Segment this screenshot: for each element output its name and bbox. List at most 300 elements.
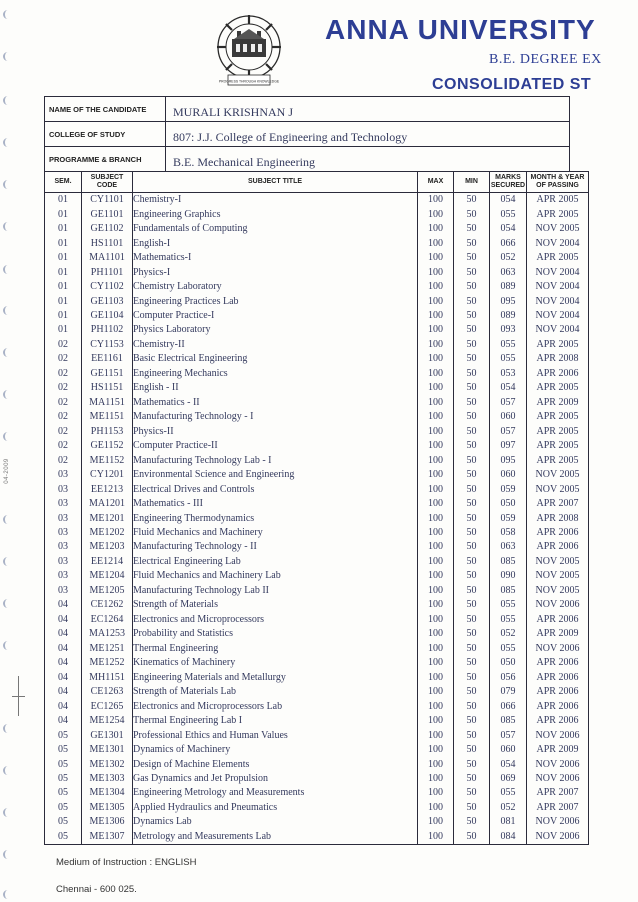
cell-marks-secured: 054 xyxy=(490,222,527,236)
cell-subject-code: MA1101 xyxy=(82,251,133,265)
cell-subject-code: PH1101 xyxy=(82,265,133,279)
cell-min: 50 xyxy=(454,815,490,829)
cell-subject-code: GE1152 xyxy=(82,439,133,453)
cell-month-year: APR 2005 xyxy=(527,338,589,352)
cell-max: 100 xyxy=(418,222,454,236)
cell-subject-code: EC1265 xyxy=(82,699,133,713)
cell-subject-title: Computer Practice-I xyxy=(133,309,418,323)
cell-subject-title: Electrical Drives and Controls xyxy=(133,482,418,496)
cell-min: 50 xyxy=(454,743,490,757)
table-row xyxy=(45,309,589,323)
cell-min: 50 xyxy=(454,656,490,670)
cell-min: 50 xyxy=(454,642,490,656)
cell-subject-title: Gas Dynamics and Jet Propulsion xyxy=(133,772,418,786)
cell-max: 100 xyxy=(418,815,454,829)
cell-sem: 01 xyxy=(45,265,82,279)
table-row xyxy=(45,367,589,381)
cell-max: 100 xyxy=(418,670,454,684)
cell-min: 50 xyxy=(454,410,490,424)
cell-sem: 04 xyxy=(45,699,82,713)
name-label: NAME OF THE CANDIDATE xyxy=(45,97,166,121)
cell-min: 50 xyxy=(454,207,490,221)
college-label: COLLEGE OF STUDY xyxy=(45,122,166,146)
cell-month-year: APR 2005 xyxy=(527,453,589,467)
cell-subject-code: HS1151 xyxy=(82,381,133,395)
cell-subject-title: Chemistry Laboratory xyxy=(133,280,418,294)
cell-subject-title: Dynamics Lab xyxy=(133,815,418,829)
cell-max: 100 xyxy=(418,280,454,294)
cell-sem: 01 xyxy=(45,222,82,236)
punch-mark xyxy=(3,850,12,859)
programme-name: B.E. Mechanical Engineering xyxy=(173,155,315,169)
cell-sem: 04 xyxy=(45,685,82,699)
cell-min: 50 xyxy=(454,699,490,713)
cell-sem: 01 xyxy=(45,323,82,337)
cell-subject-title: Physics-I xyxy=(133,265,418,279)
cell-marks-secured: 050 xyxy=(490,497,527,511)
cell-sem: 02 xyxy=(45,439,82,453)
cell-max: 100 xyxy=(418,482,454,496)
cell-marks-secured: 085 xyxy=(490,714,527,728)
table-row xyxy=(45,699,589,713)
cell-subject-code: CE1263 xyxy=(82,685,133,699)
cell-marks-secured: 054 xyxy=(490,757,527,771)
cell-subject-title: Design of Machine Elements xyxy=(133,757,418,771)
cell-min: 50 xyxy=(454,757,490,771)
cell-subject-code: ME1151 xyxy=(82,410,133,424)
cell-max: 100 xyxy=(418,772,454,786)
cell-min: 50 xyxy=(454,482,490,496)
cell-min: 50 xyxy=(454,497,490,511)
cell-month-year: APR 2009 xyxy=(527,396,589,410)
cell-subject-title: Manufacturing Technology - I xyxy=(133,410,418,424)
punch-mark xyxy=(3,180,12,189)
table-row xyxy=(45,743,589,757)
cell-month-year: NOV 2006 xyxy=(527,728,589,742)
table-row xyxy=(45,830,589,845)
cell-month-year: APR 2006 xyxy=(527,685,589,699)
cell-max: 100 xyxy=(418,381,454,395)
cell-subject-title: Electrical Engineering Lab xyxy=(133,555,418,569)
table-row xyxy=(45,482,589,496)
table-row xyxy=(45,598,589,612)
cell-month-year: NOV 2004 xyxy=(527,309,589,323)
cell-month-year: NOV 2006 xyxy=(527,598,589,612)
cell-max: 100 xyxy=(418,439,454,453)
cell-month-year: APR 2005 xyxy=(527,425,589,439)
punch-mark xyxy=(3,306,12,315)
cell-month-year: APR 2006 xyxy=(527,540,589,554)
cell-subject-title: Thermal Engineering xyxy=(133,642,418,656)
table-row xyxy=(45,468,589,482)
punch-mark xyxy=(3,10,12,19)
cell-marks-secured: 060 xyxy=(490,468,527,482)
cell-month-year: NOV 2006 xyxy=(527,757,589,771)
cell-subject-code: GE1151 xyxy=(82,367,133,381)
cell-sem: 02 xyxy=(45,453,82,467)
table-row xyxy=(45,410,589,424)
cell-min: 50 xyxy=(454,526,490,540)
table-row xyxy=(45,236,589,250)
cell-month-year: NOV 2004 xyxy=(527,280,589,294)
cell-month-year: NOV 2004 xyxy=(527,265,589,279)
cell-marks-secured: 052 xyxy=(490,251,527,265)
table-row xyxy=(45,801,589,815)
cell-month-year: APR 2005 xyxy=(527,439,589,453)
cell-subject-code: ME1307 xyxy=(82,830,133,845)
cell-month-year: APR 2009 xyxy=(527,627,589,641)
table-row xyxy=(45,540,589,554)
cell-sem: 04 xyxy=(45,642,82,656)
cell-marks-secured: 059 xyxy=(490,511,527,525)
cell-month-year: APR 2006 xyxy=(527,526,589,540)
cell-subject-code: CY1101 xyxy=(82,193,133,208)
cell-sem: 03 xyxy=(45,569,82,583)
punch-mark xyxy=(3,348,12,357)
table-row xyxy=(45,786,589,800)
table-row xyxy=(45,453,589,467)
cell-subject-title: Chemistry-II xyxy=(133,338,418,352)
cell-marks-secured: 053 xyxy=(490,367,527,381)
cell-subject-title: Dynamics of Machinery xyxy=(133,743,418,757)
cell-max: 100 xyxy=(418,309,454,323)
cell-month-year: NOV 2006 xyxy=(527,815,589,829)
cell-subject-title: English-I xyxy=(133,236,418,250)
table-row xyxy=(45,555,589,569)
cell-max: 100 xyxy=(418,642,454,656)
cell-month-year: APR 2009 xyxy=(527,743,589,757)
cell-subject-code: EE1214 xyxy=(82,555,133,569)
candidate-name: MURALI KRISHNAN J xyxy=(173,105,294,119)
name-row xyxy=(45,97,569,122)
cell-sem: 04 xyxy=(45,598,82,612)
cell-marks-secured: 054 xyxy=(490,193,527,208)
table-row xyxy=(45,613,589,627)
cell-month-year: NOV 2005 xyxy=(527,482,589,496)
cell-month-year: NOV 2005 xyxy=(527,584,589,598)
header-max: MAX xyxy=(418,172,454,193)
cell-month-year: APR 2005 xyxy=(527,207,589,221)
cell-marks-secured: 057 xyxy=(490,728,527,742)
cell-subject-code: PH1153 xyxy=(82,425,133,439)
cell-sem: 03 xyxy=(45,540,82,554)
table-row xyxy=(45,338,589,352)
cell-min: 50 xyxy=(454,193,490,208)
cell-subject-code: ME1203 xyxy=(82,540,133,554)
cell-marks-secured: 089 xyxy=(490,280,527,294)
cell-min: 50 xyxy=(454,714,490,728)
cell-subject-code: ME1202 xyxy=(82,526,133,540)
cell-max: 100 xyxy=(418,699,454,713)
cell-month-year: APR 2007 xyxy=(527,786,589,800)
header-sem: SEM. xyxy=(45,172,82,193)
cell-min: 50 xyxy=(454,352,490,366)
table-row xyxy=(45,670,589,684)
table-row xyxy=(45,497,589,511)
table-header-row xyxy=(45,172,589,193)
cell-sem: 03 xyxy=(45,526,82,540)
cell-sem: 02 xyxy=(45,396,82,410)
cell-max: 100 xyxy=(418,540,454,554)
cell-subject-code: ME1302 xyxy=(82,757,133,771)
punch-mark xyxy=(3,432,12,441)
cell-month-year: APR 2005 xyxy=(527,251,589,265)
cell-subject-code: ME1205 xyxy=(82,584,133,598)
cell-marks-secured: 058 xyxy=(490,526,527,540)
cell-sem: 02 xyxy=(45,381,82,395)
college-row xyxy=(45,122,569,147)
cell-subject-code: ME1305 xyxy=(82,801,133,815)
cell-min: 50 xyxy=(454,555,490,569)
cell-subject-title: Engineering Materials and Metallurgy xyxy=(133,670,418,684)
cell-subject-code: CY1153 xyxy=(82,338,133,352)
table-row xyxy=(45,381,589,395)
cell-subject-title: Engineering Metrology and Measurements xyxy=(133,786,418,800)
table-row xyxy=(45,439,589,453)
cell-min: 50 xyxy=(454,323,490,337)
cell-subject-code: EE1213 xyxy=(82,482,133,496)
cell-min: 50 xyxy=(454,728,490,742)
punch-mark xyxy=(3,222,12,231)
cell-marks-secured: 054 xyxy=(490,381,527,395)
cell-marks-secured: 055 xyxy=(490,786,527,800)
cell-min: 50 xyxy=(454,786,490,800)
cell-max: 100 xyxy=(418,584,454,598)
cell-sem: 01 xyxy=(45,193,82,208)
cell-min: 50 xyxy=(454,439,490,453)
cell-min: 50 xyxy=(454,468,490,482)
cell-sem: 03 xyxy=(45,511,82,525)
cell-min: 50 xyxy=(454,265,490,279)
logo-motto-text: PROGRESS THROUGH KNOWLEDGE xyxy=(218,79,280,84)
cell-subject-title: Basic Electrical Engineering xyxy=(133,352,418,366)
cell-sem: 02 xyxy=(45,410,82,424)
cell-subject-code: MA1151 xyxy=(82,396,133,410)
cell-max: 100 xyxy=(418,251,454,265)
cell-max: 100 xyxy=(418,757,454,771)
cell-max: 100 xyxy=(418,627,454,641)
cell-subject-title: Kinematics of Machinery xyxy=(133,656,418,670)
cell-subject-title: Metrology and Measurements Lab xyxy=(133,830,418,845)
cell-marks-secured: 060 xyxy=(490,410,527,424)
cell-subject-title: Computer Practice-II xyxy=(133,439,418,453)
cell-sem: 01 xyxy=(45,309,82,323)
cell-min: 50 xyxy=(454,584,490,598)
cell-sem: 05 xyxy=(45,757,82,771)
cell-sem: 01 xyxy=(45,251,82,265)
cell-marks-secured: 089 xyxy=(490,309,527,323)
cell-max: 100 xyxy=(418,685,454,699)
table-row xyxy=(45,207,589,221)
cell-sem: 01 xyxy=(45,280,82,294)
cell-subject-title: Mathematics-I xyxy=(133,251,418,265)
cell-marks-secured: 095 xyxy=(490,294,527,308)
punch-mark xyxy=(3,390,12,399)
cell-subject-title: English - II xyxy=(133,381,418,395)
cell-sem: 03 xyxy=(45,482,82,496)
table-row xyxy=(45,685,589,699)
cell-sem: 05 xyxy=(45,772,82,786)
college-name: 807: J.J. College of Engineering and Technology xyxy=(173,130,408,144)
cell-marks-secured: 069 xyxy=(490,772,527,786)
cell-subject-code: PH1102 xyxy=(82,323,133,337)
cell-subject-title: Manufacturing Technology Lab II xyxy=(133,584,418,598)
cell-sem: 05 xyxy=(45,743,82,757)
cell-sem: 05 xyxy=(45,830,82,845)
cell-sem: 05 xyxy=(45,786,82,800)
cell-marks-secured: 055 xyxy=(490,338,527,352)
cell-subject-code: ME1201 xyxy=(82,511,133,525)
cell-month-year: APR 2006 xyxy=(527,367,589,381)
table-row xyxy=(45,714,589,728)
table-row xyxy=(45,294,589,308)
cell-sem: 03 xyxy=(45,584,82,598)
cell-subject-code: GE1101 xyxy=(82,207,133,221)
cell-min: 50 xyxy=(454,830,490,845)
cell-min: 50 xyxy=(454,540,490,554)
table-row xyxy=(45,511,589,525)
punch-mark xyxy=(3,599,12,608)
cell-month-year: NOV 2005 xyxy=(527,222,589,236)
cell-subject-title: Electronics and Microprocessors xyxy=(133,613,418,627)
header-min: MIN xyxy=(454,172,490,193)
table-row xyxy=(45,425,589,439)
cell-min: 50 xyxy=(454,222,490,236)
cell-min: 50 xyxy=(454,367,490,381)
cell-subject-code: HS1101 xyxy=(82,236,133,250)
table-row xyxy=(45,584,589,598)
crosshair-mark xyxy=(12,676,25,716)
table-row xyxy=(45,627,589,641)
cell-month-year: APR 2005 xyxy=(527,410,589,424)
cell-subject-code: ME1304 xyxy=(82,786,133,800)
cell-subject-code: MA1253 xyxy=(82,627,133,641)
university-logo-icon xyxy=(206,13,292,93)
cell-marks-secured: 055 xyxy=(490,598,527,612)
cell-marks-secured: 055 xyxy=(490,642,527,656)
cell-marks-secured: 097 xyxy=(490,439,527,453)
cell-sem: 04 xyxy=(45,613,82,627)
cell-subject-code: GE1103 xyxy=(82,294,133,308)
cell-subject-title: Professional Ethics and Human Values xyxy=(133,728,418,742)
cell-marks-secured: 085 xyxy=(490,555,527,569)
cell-marks-secured: 055 xyxy=(490,352,527,366)
cell-marks-secured: 066 xyxy=(490,236,527,250)
cell-max: 100 xyxy=(418,367,454,381)
cell-subject-code: CE1262 xyxy=(82,598,133,612)
cell-month-year: NOV 2005 xyxy=(527,468,589,482)
cell-sem: 05 xyxy=(45,801,82,815)
cell-sem: 01 xyxy=(45,236,82,250)
header-marks-secured: MARKS SECURED xyxy=(490,172,527,193)
table-row xyxy=(45,193,589,208)
cell-min: 50 xyxy=(454,613,490,627)
cell-min: 50 xyxy=(454,772,490,786)
cell-subject-title: Engineering Practices Lab xyxy=(133,294,418,308)
cell-subject-code: ME1303 xyxy=(82,772,133,786)
table-row xyxy=(45,642,589,656)
city-address: Chennai - 600 025. xyxy=(56,884,137,895)
cell-max: 100 xyxy=(418,613,454,627)
table-row xyxy=(45,280,589,294)
cell-min: 50 xyxy=(454,511,490,525)
cell-month-year: APR 2005 xyxy=(527,193,589,208)
cell-subject-code: ME1252 xyxy=(82,656,133,670)
cell-max: 100 xyxy=(418,511,454,525)
cell-subject-code: CY1102 xyxy=(82,280,133,294)
punch-mark xyxy=(3,808,12,817)
cell-sem: 04 xyxy=(45,656,82,670)
table-row xyxy=(45,352,589,366)
cell-subject-title: Manufacturing Technology Lab - I xyxy=(133,453,418,467)
cell-max: 100 xyxy=(418,786,454,800)
cell-max: 100 xyxy=(418,569,454,583)
cell-subject-code: GE1102 xyxy=(82,222,133,236)
cell-sem: 03 xyxy=(45,555,82,569)
cell-subject-title: Probability and Statistics xyxy=(133,627,418,641)
cell-sem: 05 xyxy=(45,815,82,829)
university-title: ANNA UNIVERSITY xyxy=(325,14,596,45)
marks-table-body xyxy=(45,193,589,845)
cell-month-year: NOV 2006 xyxy=(527,642,589,656)
cell-subject-title: Engineering Mechanics xyxy=(133,367,418,381)
cell-subject-title: Engineering Graphics xyxy=(133,207,418,221)
cell-marks-secured: 085 xyxy=(490,584,527,598)
punch-mark xyxy=(3,766,12,775)
cell-subject-title: Electronics and Microprocessors Lab xyxy=(133,699,418,713)
cell-max: 100 xyxy=(418,352,454,366)
cell-subject-code: ME1301 xyxy=(82,743,133,757)
cell-month-year: NOV 2006 xyxy=(527,772,589,786)
punch-mark xyxy=(3,557,12,566)
document-subtitle: CONSOLIDATED ST xyxy=(432,76,592,93)
table-row xyxy=(45,728,589,742)
cell-max: 100 xyxy=(418,526,454,540)
punch-mark xyxy=(3,52,12,61)
cell-month-year: APR 2007 xyxy=(527,801,589,815)
table-row xyxy=(45,656,589,670)
table-row xyxy=(45,569,589,583)
cell-max: 100 xyxy=(418,193,454,208)
programme-label: PROGRAMME & BRANCH xyxy=(45,147,166,171)
cell-min: 50 xyxy=(454,396,490,410)
cell-max: 100 xyxy=(418,743,454,757)
cell-sem: 03 xyxy=(45,468,82,482)
cell-subject-code: ME1152 xyxy=(82,453,133,467)
header-subject-title: SUBJECT TITLE xyxy=(133,172,418,193)
cell-max: 100 xyxy=(418,598,454,612)
cell-subject-title: Applied Hydraulics and Pneumatics xyxy=(133,801,418,815)
cell-sem: 01 xyxy=(45,207,82,221)
cell-marks-secured: 066 xyxy=(490,699,527,713)
table-row xyxy=(45,815,589,829)
cell-subject-code: CY1201 xyxy=(82,468,133,482)
cell-month-year: NOV 2005 xyxy=(527,569,589,583)
table-row xyxy=(45,757,589,771)
table-row xyxy=(45,222,589,236)
cell-marks-secured: 095 xyxy=(490,453,527,467)
cell-month-year: APR 2006 xyxy=(527,699,589,713)
cell-min: 50 xyxy=(454,236,490,250)
cell-min: 50 xyxy=(454,801,490,815)
cell-min: 50 xyxy=(454,294,490,308)
cell-min: 50 xyxy=(454,569,490,583)
cell-month-year: APR 2007 xyxy=(527,497,589,511)
cell-month-year: APR 2006 xyxy=(527,613,589,627)
cell-subject-code: GE1104 xyxy=(82,309,133,323)
cell-max: 100 xyxy=(418,728,454,742)
cell-month-year: APR 2006 xyxy=(527,714,589,728)
